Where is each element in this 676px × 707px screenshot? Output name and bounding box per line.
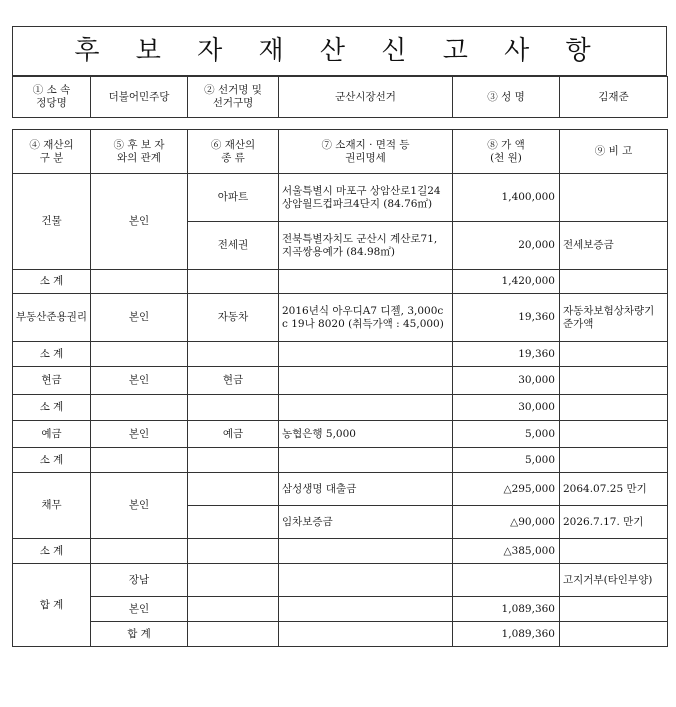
debt-subtotal-value: △385,000 xyxy=(453,539,560,564)
debt-relation: 본인 xyxy=(91,473,188,539)
deposit-relation: 본인 xyxy=(91,421,188,448)
table-row xyxy=(13,421,668,448)
debt-note-2: 2026.7.17. 만기 xyxy=(560,506,668,539)
deposit-location: 농협은행 5,000 xyxy=(279,421,453,448)
subtotal-row xyxy=(13,539,668,564)
total-category: 합 계 xyxy=(13,564,91,647)
table-row xyxy=(13,294,668,342)
total-row xyxy=(13,597,668,622)
table-row xyxy=(13,473,668,506)
building-subtotal-value: 1,420,000 xyxy=(453,270,560,294)
name-value: 김재준 xyxy=(560,77,668,118)
cash-relation: 본인 xyxy=(91,367,188,395)
election-label: ② 선거명 및 선거구명 xyxy=(188,77,279,118)
header-row xyxy=(13,130,668,174)
vehicle-relation: 본인 xyxy=(91,294,188,342)
building-value-1: 1,400,000 xyxy=(453,174,560,222)
building-note-2: 전세보증금 xyxy=(560,222,668,270)
vehicle-kind: 자동차 xyxy=(188,294,279,342)
cash-kind: 현금 xyxy=(188,367,279,395)
debt-category: 채무 xyxy=(13,473,91,539)
total-relation-3: 합 계 xyxy=(91,622,188,647)
building-kind-2: 전세권 xyxy=(188,222,279,270)
debt-location-1: 삼성생명 대출금 xyxy=(279,473,453,506)
debt-note-1: 2064.07.25 만기 xyxy=(560,473,668,506)
building-location-1: 서울특별시 마포구 상암산로1길24 상암월드컵파크4단지 (84.76㎡) xyxy=(279,174,453,222)
header-value: ⑧ 가 액 (천 원) xyxy=(453,130,560,174)
debt-location-2: 임차보증금 xyxy=(279,506,453,539)
cash-value: 30,000 xyxy=(453,367,560,395)
total-relation-1: 장남 xyxy=(91,564,188,597)
deposit-subtotal-value: 5,000 xyxy=(453,448,560,473)
table-row xyxy=(13,367,668,395)
cash-subtotal-label: 소 계 xyxy=(13,395,91,421)
total-note-1: 고지거부(타인부양) xyxy=(560,564,668,597)
asset-table xyxy=(12,129,668,647)
deposit-value: 5,000 xyxy=(453,421,560,448)
debt-value-1: △295,000 xyxy=(453,473,560,506)
total-value-1 xyxy=(453,564,560,597)
subtotal-row xyxy=(13,342,668,367)
cash-subtotal-value: 30,000 xyxy=(453,395,560,421)
header-kind: ⑥ 재산의 종 류 xyxy=(188,130,279,174)
asset-declaration-sheet xyxy=(12,26,667,647)
vehicle-category: 부동산준용권리 xyxy=(13,294,91,342)
debt-value-2: △90,000 xyxy=(453,506,560,539)
total-value-2: 1,089,360 xyxy=(453,597,560,622)
header-note: ⑨ 비 고 xyxy=(560,130,668,174)
subtotal-row xyxy=(13,395,668,421)
table-row xyxy=(13,174,668,222)
total-relation-2: 본인 xyxy=(91,597,188,622)
header-relation: ⑤ 후 보 자 와의 관계 xyxy=(91,130,188,174)
total-value-3: 1,089,360 xyxy=(453,622,560,647)
vehicle-note: 자동차보험상차량기준가액 xyxy=(560,294,668,342)
building-subtotal-label: 소 계 xyxy=(13,270,91,294)
building-note-1 xyxy=(560,174,668,222)
debt-subtotal-label: 소 계 xyxy=(13,539,91,564)
party-label: ① 소 속 정당명 xyxy=(13,77,91,118)
total-row xyxy=(13,564,668,597)
document-title: 후 보 자 재 산 신 고 사 항 xyxy=(13,27,667,76)
building-location-2: 전북특별자치도 군산시 계산로71, 지곡쌍용예가 (84.98㎡) xyxy=(279,222,453,270)
total-row xyxy=(13,622,668,647)
header-category: ④ 재산의 구 분 xyxy=(13,130,91,174)
building-relation: 본인 xyxy=(91,174,188,270)
vehicle-subtotal-label: 소 계 xyxy=(13,342,91,367)
section-gap xyxy=(12,118,667,129)
title-table xyxy=(12,26,667,76)
header-location: ⑦ 소재지 · 면적 등 권리명세 xyxy=(279,130,453,174)
election-value: 군산시장선거 xyxy=(279,77,453,118)
building-value-2: 20,000 xyxy=(453,222,560,270)
subtotal-row xyxy=(13,270,668,294)
party-value: 더불어민주당 xyxy=(91,77,188,118)
deposit-subtotal-label: 소 계 xyxy=(13,448,91,473)
cash-category: 현금 xyxy=(13,367,91,395)
name-label: ③ 성 명 xyxy=(453,77,560,118)
building-category: 건물 xyxy=(13,174,91,270)
subtotal-row xyxy=(13,448,668,473)
vehicle-subtotal-value: 19,360 xyxy=(453,342,560,367)
building-kind-1: 아파트 xyxy=(188,174,279,222)
vehicle-location: 2016년식 아우디A7 디젤, 3,000cc 19나 8020 (취득가액 : 45,000) xyxy=(279,294,453,342)
deposit-kind: 예금 xyxy=(188,421,279,448)
vehicle-value: 19,360 xyxy=(453,294,560,342)
candidate-info-table xyxy=(12,76,668,118)
deposit-category: 예금 xyxy=(13,421,91,448)
